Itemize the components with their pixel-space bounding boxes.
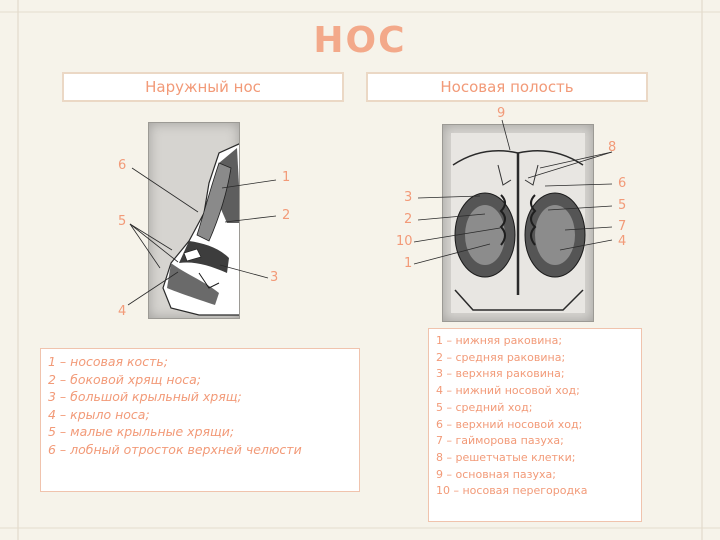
external-nose-legend	[40, 348, 360, 492]
legend-item: 3 – большой крыльный хрящ;	[48, 389, 242, 404]
legend-item: 1 – нижняя раковина;	[436, 334, 563, 347]
legend-item: 10 – носовая перегородка	[436, 484, 588, 498]
legend-item: 6 – верхний носовой ход;	[436, 417, 583, 431]
label-number: 6	[118, 158, 127, 173]
label-number: 2	[282, 208, 291, 223]
legend-item: 1 – носовая кость;	[48, 354, 168, 369]
nasal-cavity-legend	[428, 328, 642, 522]
label-number: 3	[270, 270, 279, 285]
label-number: 1	[404, 256, 413, 271]
label-number: 9	[497, 106, 506, 121]
legend-item: 5 – средний ход;	[436, 400, 533, 414]
label-number: 4	[118, 304, 127, 319]
label-number: 3	[404, 190, 413, 205]
label-number: 10	[396, 234, 413, 249]
label-number: 6	[618, 176, 627, 191]
legend-item: 4 – нижний носовой ход;	[436, 384, 580, 398]
label-number: 2	[404, 212, 413, 227]
legend-item: 5 – малые крыльные хрящи;	[48, 424, 235, 439]
heading-nasal-cavity-label: Носовая полость	[440, 78, 574, 96]
label-number: 7	[618, 219, 627, 234]
legend-item: 2 – боковой хрящ носа;	[48, 371, 201, 387]
legend-item: 9 – основная пазуха;	[436, 467, 556, 481]
legend-item: 2 – средняя раковина;	[436, 350, 566, 364]
page-title: НОС	[313, 20, 407, 61]
legend-item: 7 – гайморова пазуха;	[436, 434, 564, 448]
label-number: 1	[282, 170, 291, 185]
heading-external-nose-label: Наружный нос	[145, 78, 261, 96]
label-number: 4	[618, 234, 627, 249]
legend-item: 8 – решетчатые клетки;	[436, 450, 576, 464]
label-number: 8	[608, 140, 617, 155]
legend-item: 6 – лобный отросток верхней челюсти	[48, 441, 302, 457]
label-number: 5	[618, 198, 627, 213]
label-number: 5	[118, 214, 127, 229]
legend-item: 4 – крыло носа;	[48, 406, 150, 422]
legend-item: 3 – верхняя раковина;	[436, 367, 565, 381]
